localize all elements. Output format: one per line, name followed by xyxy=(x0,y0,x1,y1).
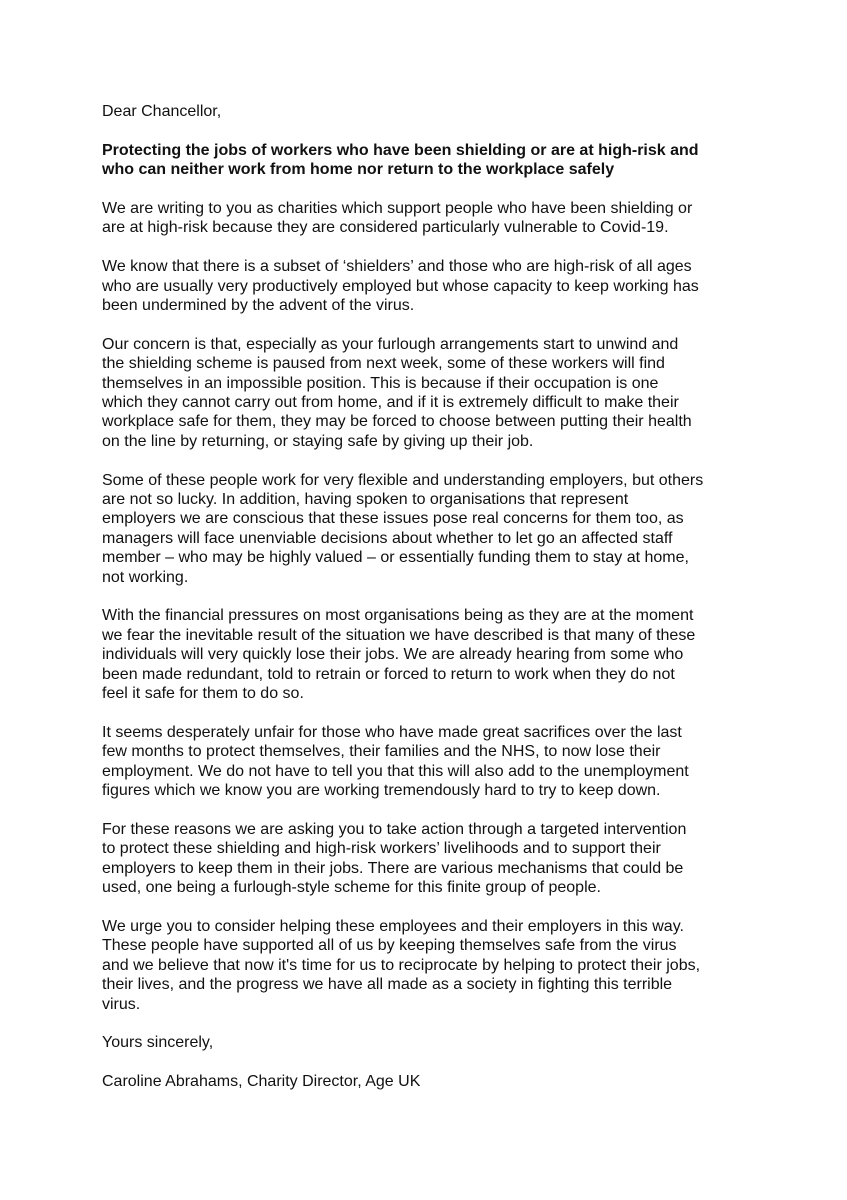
paragraph-line: their lives, and the progress we have all made as a society in fighting this terrible xyxy=(102,976,673,994)
paragraph-line: With the financial pressures on most organisations being as they are at the moment xyxy=(102,607,694,625)
paragraph-line: are at high-risk because they are considered particularly vulnerable to Covid-19. xyxy=(102,219,669,237)
paragraph-line: figures which we know you are working tremendously hard to try to keep down. xyxy=(102,782,661,800)
paragraph-line: used, one being a furlough-style scheme for this finite group of people. xyxy=(102,879,601,897)
paragraph-line: the shielding scheme is paused from next week, some of these workers will find xyxy=(102,355,665,373)
paragraph-line: virus. xyxy=(102,995,141,1013)
paragraph-line: are not so lucky. In addition, having spoken to organisations that represent xyxy=(102,491,629,509)
paragraph-line: feel it safe for them to do so. xyxy=(102,685,304,703)
paragraph-line: employment. We do not have to tell you that this will also add to the unemployment xyxy=(102,762,689,780)
paragraph-line: member – who may be highly valued – or essentially funding them to stay at home, xyxy=(102,549,689,567)
paragraph-line: workplace safe for them, they may be forced to choose between putting their health xyxy=(102,413,692,431)
paragraph-line: been undermined by the advent of the virus. xyxy=(102,297,415,315)
paragraph-line: We know that there is a subset of ‘shielders’ and those who are high-risk of all ages xyxy=(102,258,692,276)
signature: Caroline Abrahams, Charity Director, Age UK xyxy=(102,1073,421,1091)
body-paragraph xyxy=(102,917,762,1014)
salutation: Dear Chancellor, xyxy=(102,103,222,120)
paragraph-line: employers we are conscious that these issues pose real concerns for them too, as xyxy=(102,510,684,528)
body-paragraph xyxy=(102,471,762,587)
closing: Yours sincerely, xyxy=(102,1034,214,1052)
paragraph-line: who are usually very productively employed but whose capacity to keep working has xyxy=(102,277,699,295)
paragraph-line: few months to protect themselves, their families and the NHS, to now lose their xyxy=(102,743,661,761)
body-paragraph xyxy=(102,199,762,238)
paragraph-line: For these reasons we are asking you to take action through a targeted intervention xyxy=(102,820,687,838)
paragraph-line: It seems desperately unfair for those who have made great sacrifices over the last xyxy=(102,723,682,741)
paragraph-line: been made redundant, told to retrain or forced to return to work when they do not xyxy=(102,665,675,683)
paragraph-line: These people have supported all of us by keeping themselves safe from the virus xyxy=(102,937,677,955)
heading-line: who can neither work from home nor return to the workplace safely xyxy=(102,161,615,179)
paragraph-line: managers will face unenviable decisions about whether to let go an affected staff xyxy=(102,529,673,547)
paragraph-line: employers to keep them in their jobs. There are various mechanisms that could be xyxy=(102,859,684,877)
paragraph-line: themselves in an impossible position. This is because if their occupation is one xyxy=(102,374,659,392)
body-paragraph xyxy=(102,606,762,703)
heading-line: Protecting the jobs of workers who have been shielding or are at high-risk and xyxy=(102,141,699,159)
body-paragraph xyxy=(102,820,762,898)
paragraph-line: We urge you to consider helping these employees and their employers in this way. xyxy=(102,917,684,935)
paragraph-line: which they cannot carry out from home, and if it is extremely difficult to make their xyxy=(102,394,679,412)
paragraph-line: not working. xyxy=(102,568,189,586)
paragraph-line: Some of these people work for very flexible and understanding employers, but others xyxy=(102,471,704,489)
paragraph-line: individuals will very quickly lose their jobs. We are already hearing from some who xyxy=(102,646,684,664)
paragraph-line: we fear the inevitable result of the situation we have described is that many of these xyxy=(102,626,696,644)
letter-body xyxy=(102,102,762,1111)
body-paragraph xyxy=(102,723,762,801)
letter-heading xyxy=(102,141,762,180)
letter-paragraphs xyxy=(102,199,762,1014)
paragraph-line: on the line by returning, or staying safe by giving up their job. xyxy=(102,432,534,450)
body-paragraph xyxy=(102,257,762,315)
body-paragraph xyxy=(102,335,762,451)
paragraph-line: and we believe that now it's time for us to reciprocate by helping to protect their jobs, xyxy=(102,956,701,974)
paragraph-line: to protect these shielding and high-risk workers’ livelihoods and to support their xyxy=(102,840,661,858)
paragraph-line: We are writing to you as charities which support people who have been shielding or xyxy=(102,200,693,217)
paragraph-line: Our concern is that, especially as your furlough arrangements start to unwind and xyxy=(102,335,679,353)
